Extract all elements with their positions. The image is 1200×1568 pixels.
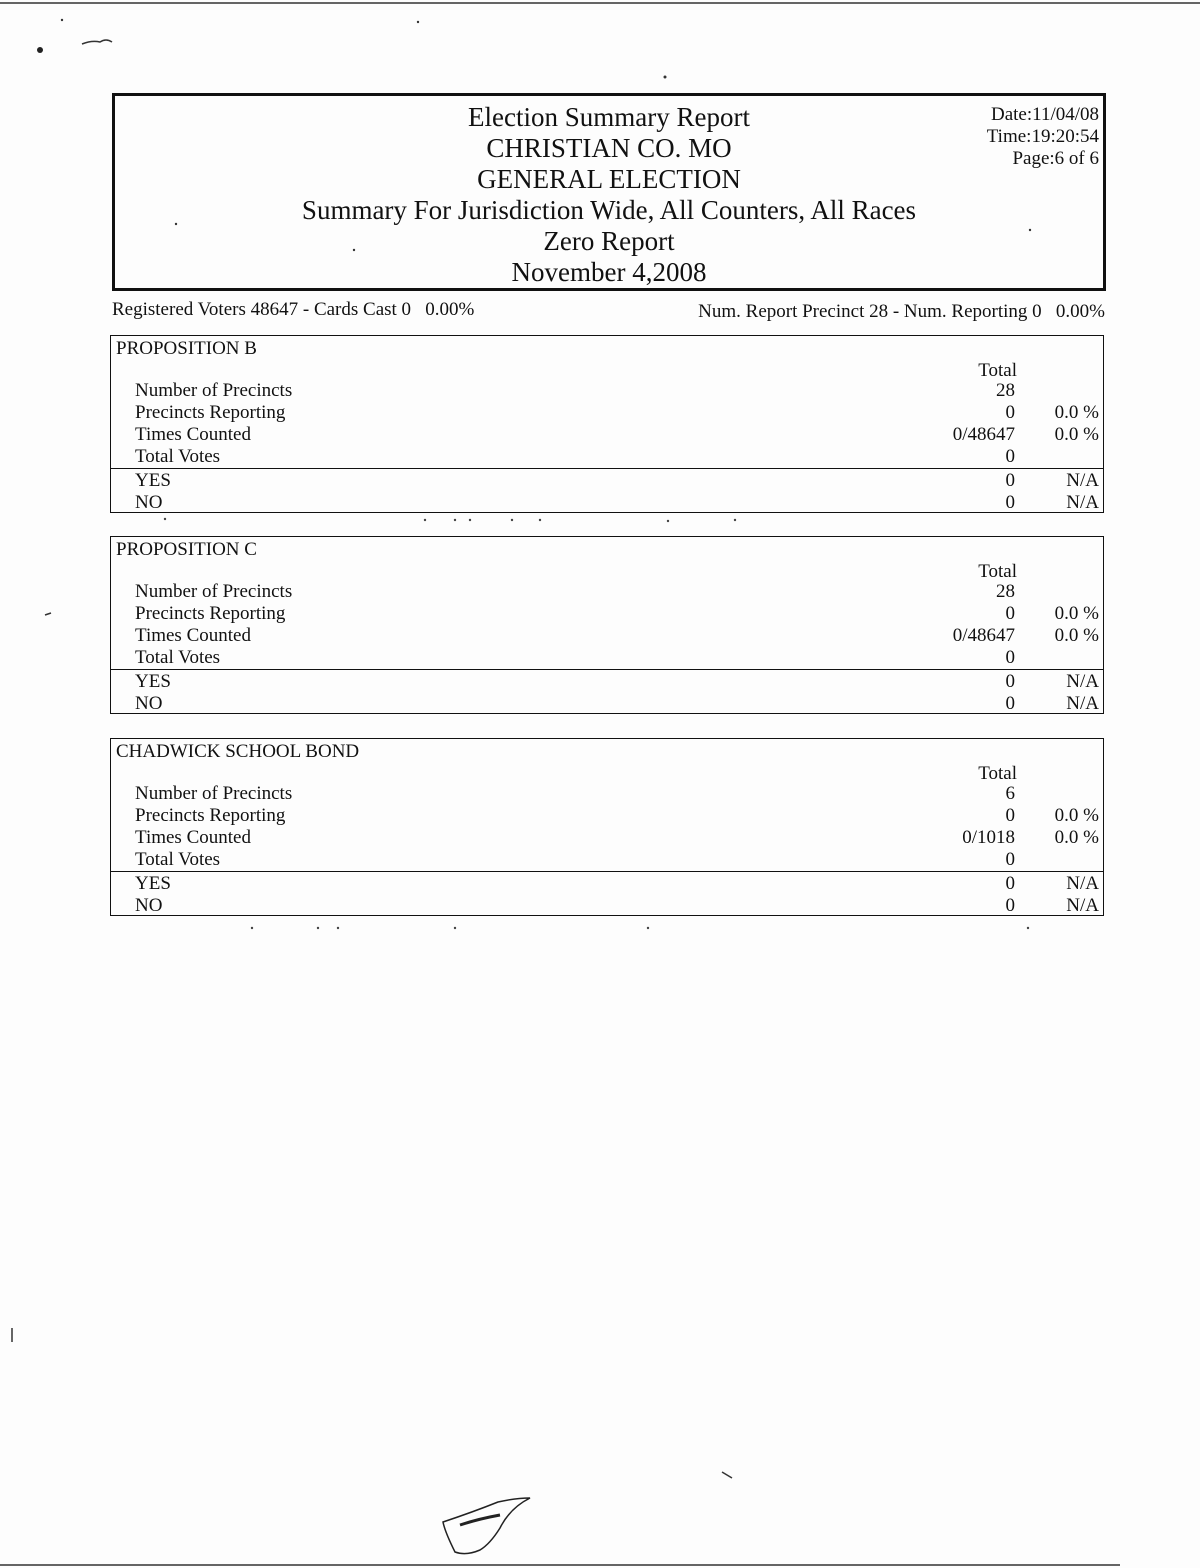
race-row [111,424,1103,446]
report-header [112,93,1106,291]
row-percent: 0.0 % [1054,805,1099,826]
summary-scope: Summary For Jurisdiction Wide, All Counters, All Races [301,195,917,225]
row-total-value: 0 [1005,671,1015,692]
race-row [111,783,1103,805]
row-label: Number of Precincts [135,380,293,401]
race-row [111,380,1103,402]
row-percent: 0.0 % [1054,625,1099,646]
race-row [111,693,1103,715]
election-date: November 4,2008 [511,257,707,287]
row-total-value: 0 [1005,647,1015,668]
row-label: YES [135,470,171,491]
row-percent: N/A [1066,895,1099,916]
county-name: CHRISTIAN CO. MO [486,133,732,163]
row-percent: 0.0 % [1054,603,1099,624]
race-title: PROPOSITION B [116,338,257,359]
row-percent: N/A [1066,693,1099,714]
row-total-value: 28 [996,380,1015,401]
race-row [111,849,1103,871]
race-box [110,335,1104,513]
results-divider [111,871,1103,872]
row-percent: N/A [1066,873,1099,894]
row-label: NO [135,492,163,513]
election-name: GENERAL ELECTION [477,164,741,194]
row-label: Times Counted [135,625,251,646]
row-total-value: 0 [1005,873,1015,894]
race-row [111,827,1103,849]
report-time: Time:19:20:54 [986,126,1099,147]
row-total-value: 0/48647 [952,625,1015,646]
row-percent: N/A [1066,671,1099,692]
row-total-value: 28 [996,581,1015,602]
row-label: Times Counted [135,424,251,445]
row-label: NO [135,895,163,916]
row-total-value: 6 [1005,783,1015,804]
row-total-value: 0 [1005,446,1015,467]
row-label: Precincts Reporting [135,402,286,423]
total-column-header: Total [978,360,1017,381]
row-total-value: 0/1018 [962,827,1015,848]
race-box [110,536,1104,714]
registered-voters-summary [112,299,474,321]
race-row [111,625,1103,647]
report-title: Election Summary Report [468,102,750,132]
row-label: Total Votes [135,446,221,467]
row-label: YES [135,671,171,692]
row-percent: 0.0 % [1054,827,1099,848]
race-row [111,581,1103,603]
page-number: Page:6 of 6 [1012,148,1099,169]
row-total-value: 0 [1005,895,1015,916]
row-total-value: 0 [1005,603,1015,624]
header-meta [987,104,1099,170]
row-total-value: 0 [1005,693,1015,714]
row-label: Precincts Reporting [135,805,286,826]
row-label: Number of Precincts [135,581,293,602]
registered-voters-text: Registered Voters 48647 - Cards Cast 0 [112,299,412,320]
row-total-value: 0 [1005,805,1015,826]
precinct-reporting-pct: 0.00% [1055,301,1105,322]
precinct-reporting-summary [698,301,1105,323]
race-title: CHADWICK SCHOOL BOND [116,741,360,762]
row-total-value: 0 [1005,492,1015,513]
row-percent: N/A [1066,492,1099,513]
row-total-value: 0 [1005,402,1015,423]
cards-cast-pct: 0.00% [425,299,475,320]
race-row [111,603,1103,625]
race-row [111,492,1103,514]
row-label: Total Votes [135,849,221,870]
row-label: Total Votes [135,647,221,668]
row-percent: 0.0 % [1054,402,1099,423]
race-row [111,647,1103,669]
row-label: Number of Precincts [135,783,293,804]
row-label: NO [135,693,163,714]
total-column-header: Total [978,561,1017,582]
row-label: Times Counted [135,827,251,848]
row-percent: 0.0 % [1054,424,1099,445]
header-titles [115,102,1103,288]
race-row [111,470,1103,492]
race-title: PROPOSITION C [116,539,257,560]
race-box [110,738,1104,916]
race-row [111,402,1103,424]
results-divider [111,669,1103,670]
race-row [111,895,1103,917]
results-divider [111,468,1103,469]
race-row [111,671,1103,693]
row-total-value: 0 [1005,470,1015,491]
row-total-value: 0 [1005,849,1015,870]
race-row [111,873,1103,895]
report-type: Zero Report [543,226,675,256]
row-percent: N/A [1066,470,1099,491]
total-column-header: Total [978,763,1017,784]
row-label: YES [135,873,171,894]
report-date: Date:11/04/08 [991,104,1099,125]
row-label: Precincts Reporting [135,603,286,624]
race-row [111,446,1103,468]
race-row [111,805,1103,827]
row-total-value: 0/48647 [952,424,1015,445]
precinct-reporting-text: Num. Report Precinct 28 - Num. Reporting 0 [698,301,1042,322]
